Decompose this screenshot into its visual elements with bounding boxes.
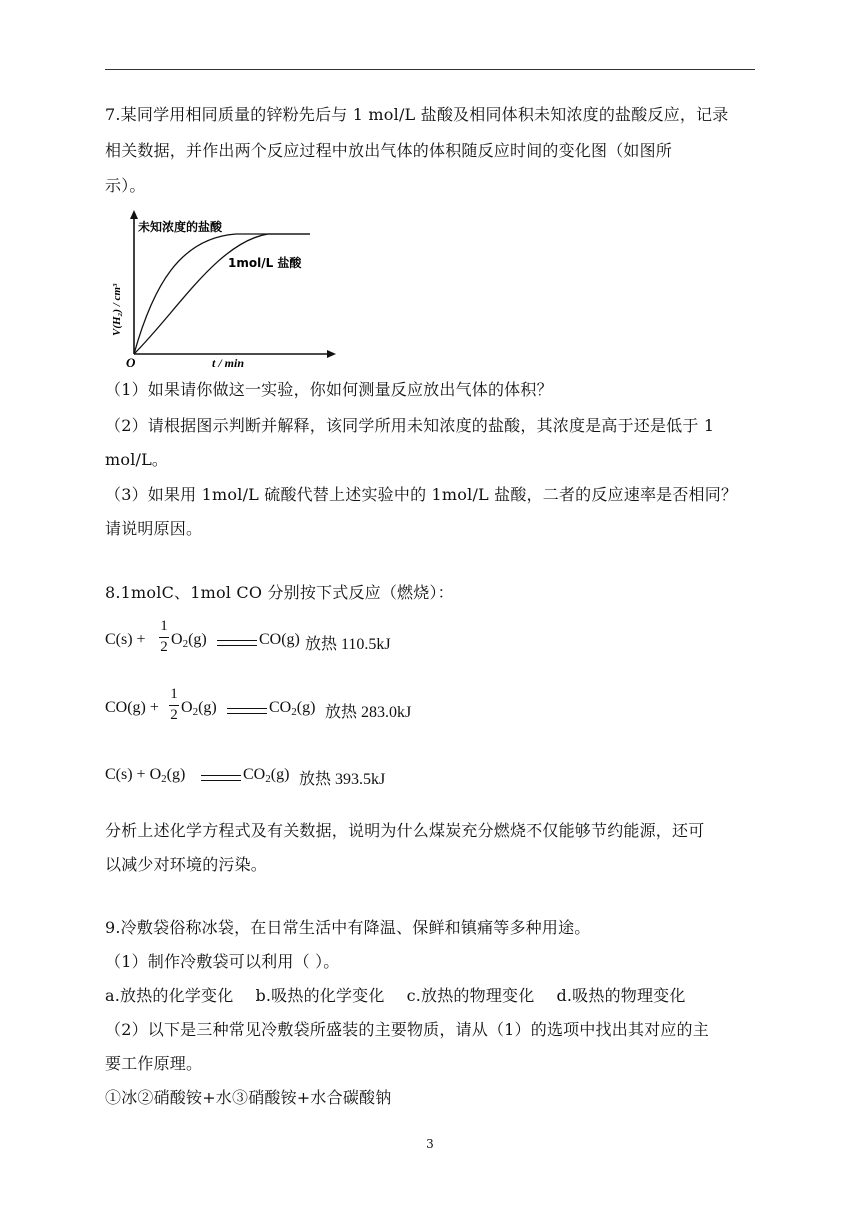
series-1mol-label: 1mol/L 盐酸 — [228, 256, 302, 270]
eq1-fraction-num: 1 — [160, 618, 168, 634]
q9-sub2a: （2）以下是三种常见冷敷袋所盛装的主要物质，请从（1）的选项中找出其对应的主 — [105, 1020, 709, 1039]
eq3-right — [243, 766, 289, 785]
y-axis-arrow — [130, 210, 138, 219]
eq1-heat: 放热 110.5kJ — [305, 636, 391, 653]
eq3-co2: CO — [243, 766, 266, 783]
q9-items: ①冰②硝酸铵+水③硝酸铵+水合碳酸钠 — [105, 1088, 392, 1107]
equation-3 — [105, 753, 505, 803]
series-1mol-curve — [134, 234, 310, 354]
q8-intro: 8.1molC、1mol CO 分别按下式反应（燃烧）： — [105, 583, 454, 602]
eq2-o: O — [181, 699, 193, 716]
gas-volume-chart — [108, 206, 344, 370]
q7-sub1: （1）如果请你做这一实验，你如何测量反应放出气体的体积？ — [105, 380, 553, 399]
eq2-o-state: (g) — [198, 699, 217, 716]
eq3-heat: 放热 393.5kJ — [299, 771, 386, 788]
eq2-co-sub: 2 — [291, 706, 297, 718]
q7-sub3b: 请说明原因。 — [105, 519, 203, 538]
eq2-co-state: (g) — [296, 699, 316, 716]
q9-option-a: a.放热的化学变化 — [105, 986, 234, 1005]
eq3-o-state: (g) — [166, 766, 186, 783]
x-axis-label: t / min — [212, 356, 245, 370]
equation-1 — [105, 618, 505, 668]
eq2-co: CO — [269, 699, 292, 716]
eq2-right — [269, 699, 315, 718]
eq2-fraction-den: 2 — [170, 707, 178, 723]
eq2-left: CO(g) + — [105, 699, 159, 716]
q9-sub2b: 要工作原理。 — [105, 1054, 203, 1073]
q7-line1: 7.某同学用相同质量的锌粉先后与 1 mol/L 盐酸及相同体积未知浓度的盐酸反应，记录 — [105, 105, 729, 124]
q9-option-d: d.吸热的物理变化 — [556, 986, 686, 1005]
q7-line3: 示）。 — [105, 176, 146, 195]
series-unknown-label: 未知浓度的盐酸 — [138, 220, 223, 234]
q7-sub2b: mol/L。 — [105, 450, 169, 469]
header-rule — [105, 69, 755, 70]
q7-sub2a: （2）请根据图示判断并解释，该同学所用未知浓度的盐酸，其浓度是高于还是低于 1 — [105, 416, 715, 435]
eq1-right: CO(g) — [259, 631, 300, 648]
eq1-arrow — [217, 640, 257, 646]
series-unknown-curve — [134, 234, 310, 354]
x-axis-arrow — [327, 350, 336, 358]
eq3-o-sub: 2 — [161, 773, 167, 785]
q7-sub3a: （3）如果用 1mol/L 硫酸代替上述实验中的 1mol/L 盐酸，二者的反应速率是否相同？ — [105, 485, 738, 504]
eq3-left — [105, 766, 185, 785]
eq2-fraction-bar — [169, 705, 179, 706]
eq3-co2-sub: 2 — [265, 773, 271, 785]
eq1-fraction-den: 2 — [160, 639, 168, 655]
eq2-arrow — [227, 708, 267, 714]
q7-line2: 相关数据，并作出两个反应过程中放出气体的体积随反应时间的变化图（如图所 — [105, 141, 673, 160]
q8-analysis1: 分析上述化学方程式及有关数据，说明为什么煤炭充分燃烧不仅能够节约能源，还可 — [105, 821, 705, 840]
eq1-fraction-bar — [159, 637, 169, 638]
eq3-co: C(s) + O — [105, 766, 162, 783]
q9-option-b: b.吸热的化学变化 — [255, 986, 385, 1005]
eq2-heat: 放热 283.0kJ — [325, 704, 412, 721]
y-axis-label: V(H₂) / cm³ — [111, 283, 123, 336]
equation-2 — [105, 686, 505, 736]
eq2-oxygen — [181, 699, 217, 718]
q9-line1: 9.冷敷袋俗称冰袋，在日常生活中有降温、保鲜和镇痛等多种用途。 — [105, 918, 591, 937]
chart-svg — [108, 206, 344, 370]
q9-sub1: （1）制作冷敷袋可以利用（ ）。 — [105, 952, 340, 971]
eq2-o-sub: 2 — [192, 706, 199, 718]
eq1-oxygen — [171, 631, 207, 650]
q8-analysis2: 以减少对环境的污染。 — [105, 855, 268, 874]
q9-options — [105, 985, 686, 1007]
eq3-co2-state: (g) — [270, 766, 290, 783]
origin-label: O — [126, 355, 136, 370]
eq3-arrow — [201, 775, 241, 781]
eq1-o-sub: 2 — [182, 638, 189, 650]
eq2-fraction-num: 1 — [170, 686, 178, 702]
eq1-o: O — [171, 631, 183, 648]
eq1-left: C(s) + — [105, 631, 146, 648]
page-number: 3 — [426, 1137, 434, 1151]
eq1-o-state: (g) — [188, 631, 207, 648]
q9-option-c: c.放热的物理变化 — [406, 986, 535, 1005]
